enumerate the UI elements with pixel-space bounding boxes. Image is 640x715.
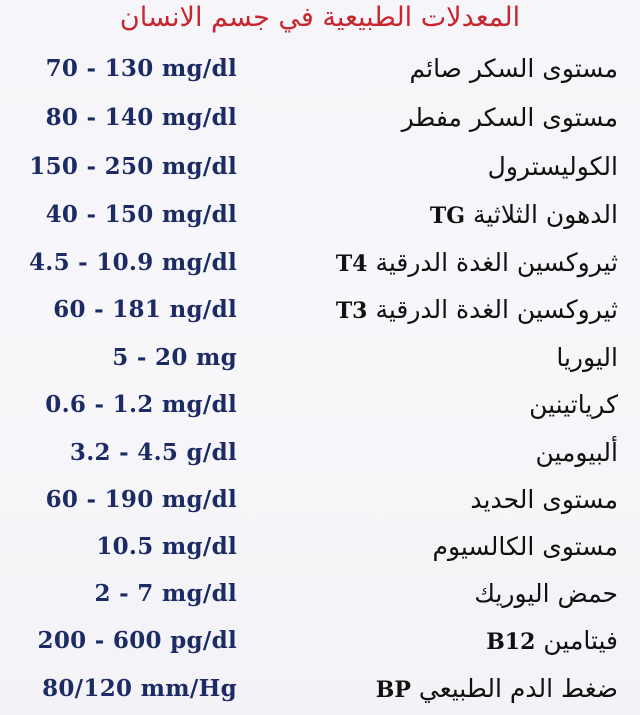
parameter-name: الدهون الثلاثية TG (429, 200, 618, 229)
table-row (0, 665, 640, 712)
normal-range-value: 80/120 mm/Hg (42, 675, 237, 702)
normal-range-value: 10.5 mg/dl (96, 533, 237, 560)
table-row (0, 617, 640, 664)
normal-range-value: 2 - 7 mg/dl (94, 580, 237, 607)
normal-range-value: 0.6 - 1.2 mg/dl (45, 391, 237, 418)
normal-range-value: 70 - 130 mg/dl (45, 55, 237, 82)
table-row (0, 334, 640, 381)
table-row (0, 523, 640, 570)
parameter-name: ضغط الدم الطبيعي BP (375, 674, 618, 703)
parameter-name: ثيروكسين الغدة الدرقية T4 (335, 248, 618, 277)
parameter-tag: TG (429, 203, 466, 229)
normal-range-value: 60 - 181 ng/dl (53, 296, 237, 323)
parameter-tag: T3 (335, 298, 368, 324)
parameter-name: كرياتينين (529, 390, 618, 419)
normal-range-value: 60 - 190 mg/dl (45, 486, 237, 513)
parameter-tag: T4 (335, 251, 368, 277)
normal-range-value: 3.2 - 4.5 g/dl (69, 439, 237, 466)
parameter-name: مستوى الحديد (470, 485, 618, 514)
page-title: المعدلات الطبيعية في جسم الانسان (119, 2, 521, 33)
normal-range-value: 80 - 140 mg/dl (45, 104, 237, 131)
parameter-name: مستوى السكر مفطر (401, 103, 618, 132)
table-row (0, 45, 640, 92)
table-row (0, 570, 640, 617)
parameter-name: فيتامين B12 (486, 626, 618, 655)
table-row (0, 94, 640, 141)
parameter-name: الكوليسترول (487, 152, 618, 181)
normal-range-value: 5 - 20 mg (112, 344, 237, 371)
table-row (0, 239, 640, 286)
table-row (0, 191, 640, 238)
normal-range-value: 150 - 250 mg/dl (29, 153, 237, 180)
normal-range-value: 40 - 150 mg/dl (45, 201, 237, 228)
parameter-name: حمض اليوريك (474, 579, 618, 608)
parameter-tag: BP (375, 677, 411, 703)
parameter-name: ثيروكسين الغدة الدرقية T3 (335, 295, 618, 324)
parameter-name: اليوريا (556, 343, 618, 372)
parameter-name: مستوى الكالسيوم (432, 532, 618, 561)
table-row (0, 286, 640, 333)
parameter-name: مستوى السكر صائم (409, 54, 618, 83)
table-row (0, 429, 640, 476)
table-row (0, 476, 640, 523)
normal-range-value: 200 - 600 pg/dl (37, 627, 237, 654)
parameter-name: ألبيومين (535, 438, 618, 467)
table-row (0, 381, 640, 428)
parameter-tag: B12 (486, 629, 536, 655)
normal-range-value: 4.5 - 10.9 mg/dl (28, 249, 237, 276)
table-row (0, 143, 640, 190)
